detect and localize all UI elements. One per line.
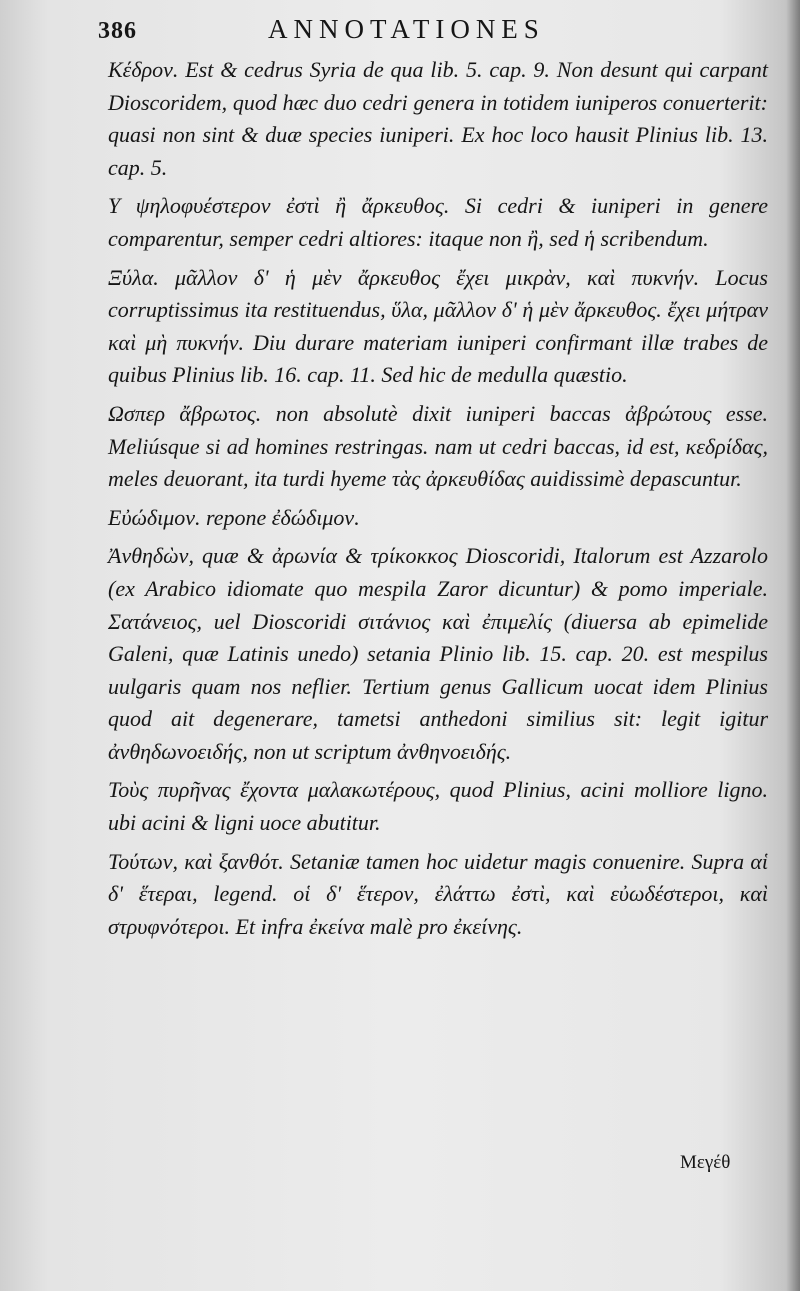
annotation-paragraph: Ἀνθηδὼν, quæ & ἀρωνία & τρίκοκκος Dioscoridi, Italorum est Azzarolo (ex Arabico idiomate quo mespila Zaror dicuntur) & pomo imperiale. Σατάνειος, uel Dioscoridi σιτάνιος καὶ ἐπιμελίς (diuersa ab epimelide Galeni, quæ Latinis unedo) setania Plinio lib. 15. cap. 20. est mespilus uulgaris quam nos neflier. Tertium genus Gallicum uocat idem Plinius quod ait degenerare, tametsi anthedoni similius sit: legit igitur ἀνθηδωνοειδής, non ut scriptum ἀνθηνοειδής. bbox=[108, 543, 774, 764]
page-edge-shadow bbox=[786, 0, 800, 1291]
running-head: ANNOTATIONES bbox=[268, 14, 545, 44]
annotation-paragraph: Τούτων, καὶ ξανθότ. Setaniæ tamen hoc uidetur magis conuenire. Supra αἱ δ' ἕτεραι, legend. οἱ δ' ἕτερον, ἐλάττω ἐστὶ, καὶ εὐωδέστεροι, καὶ στρυφνότεροι. Et infra ἐκείνα malè pro ἐκείνης. bbox=[108, 848, 774, 939]
annotation-text bbox=[108, 54, 774, 947]
annotation-paragraph: Κέδρον. Est & cedrus Syria de qua lib. 5. cap. 9. Non desunt qui carpant Dioscoridem, quod hæc duo cedri genera in totidem iuniperos conuerterit: quasi non sint & duæ species iuniperi. Ex hoc loco hausit Plinius lib. 13. cap. 5. bbox=[108, 57, 774, 180]
annotation-paragraph: Ωσπερ ἄβρωτος. non absolutè dixit iuniperi baccas ἀβρώτους esse. Meliúsque si ad homines restringas. nam ut cedri baccas, id est, κεδρίδας, meles deuorant, ita turdi hyeme τὰς ἀρκευθίδας auidissimè depascuntur. bbox=[108, 400, 774, 492]
annotation-paragraph: Ξύλα. μᾶλλον δ' ἡ μὲν ἄρκευθος ἔχει μικρὰν, καὶ πυκνήν. Locus corruptissimus ita restituendus, ὕλα, μᾶλλον δ' ἡ μὲν ἄρκευθος. ἔχει μήτραν καὶ μὴ πυκνήν. Diu durare materiam iuniperi confirmant illæ trabes de quibus Plinius lib. 16. cap. 11. Sed hic de medulla quæstio. bbox=[108, 264, 774, 388]
page-header bbox=[98, 14, 758, 50]
annotation-paragraph: Εὐώδιμον. repone ἐδώδιμον. bbox=[108, 504, 360, 530]
catchword: Μεγέθ bbox=[680, 1152, 731, 1173]
page-number: 386 bbox=[98, 18, 137, 44]
annotation-paragraph: Υ ψηλοφυέστερον ἐστὶ ἢ ἄρκευθος. Si cedri & iuniperi in genere comparentur, semper cedri altiores: itaque non ἢ, sed ἡ scribendum. bbox=[108, 193, 774, 251]
annotation-paragraph: Τοὺς πυρῆνας ἔχοντα μαλακωτέρους, quod Plinius, acini molliore ligno. ubi acini & ligni uoce abutitur. bbox=[108, 777, 774, 836]
